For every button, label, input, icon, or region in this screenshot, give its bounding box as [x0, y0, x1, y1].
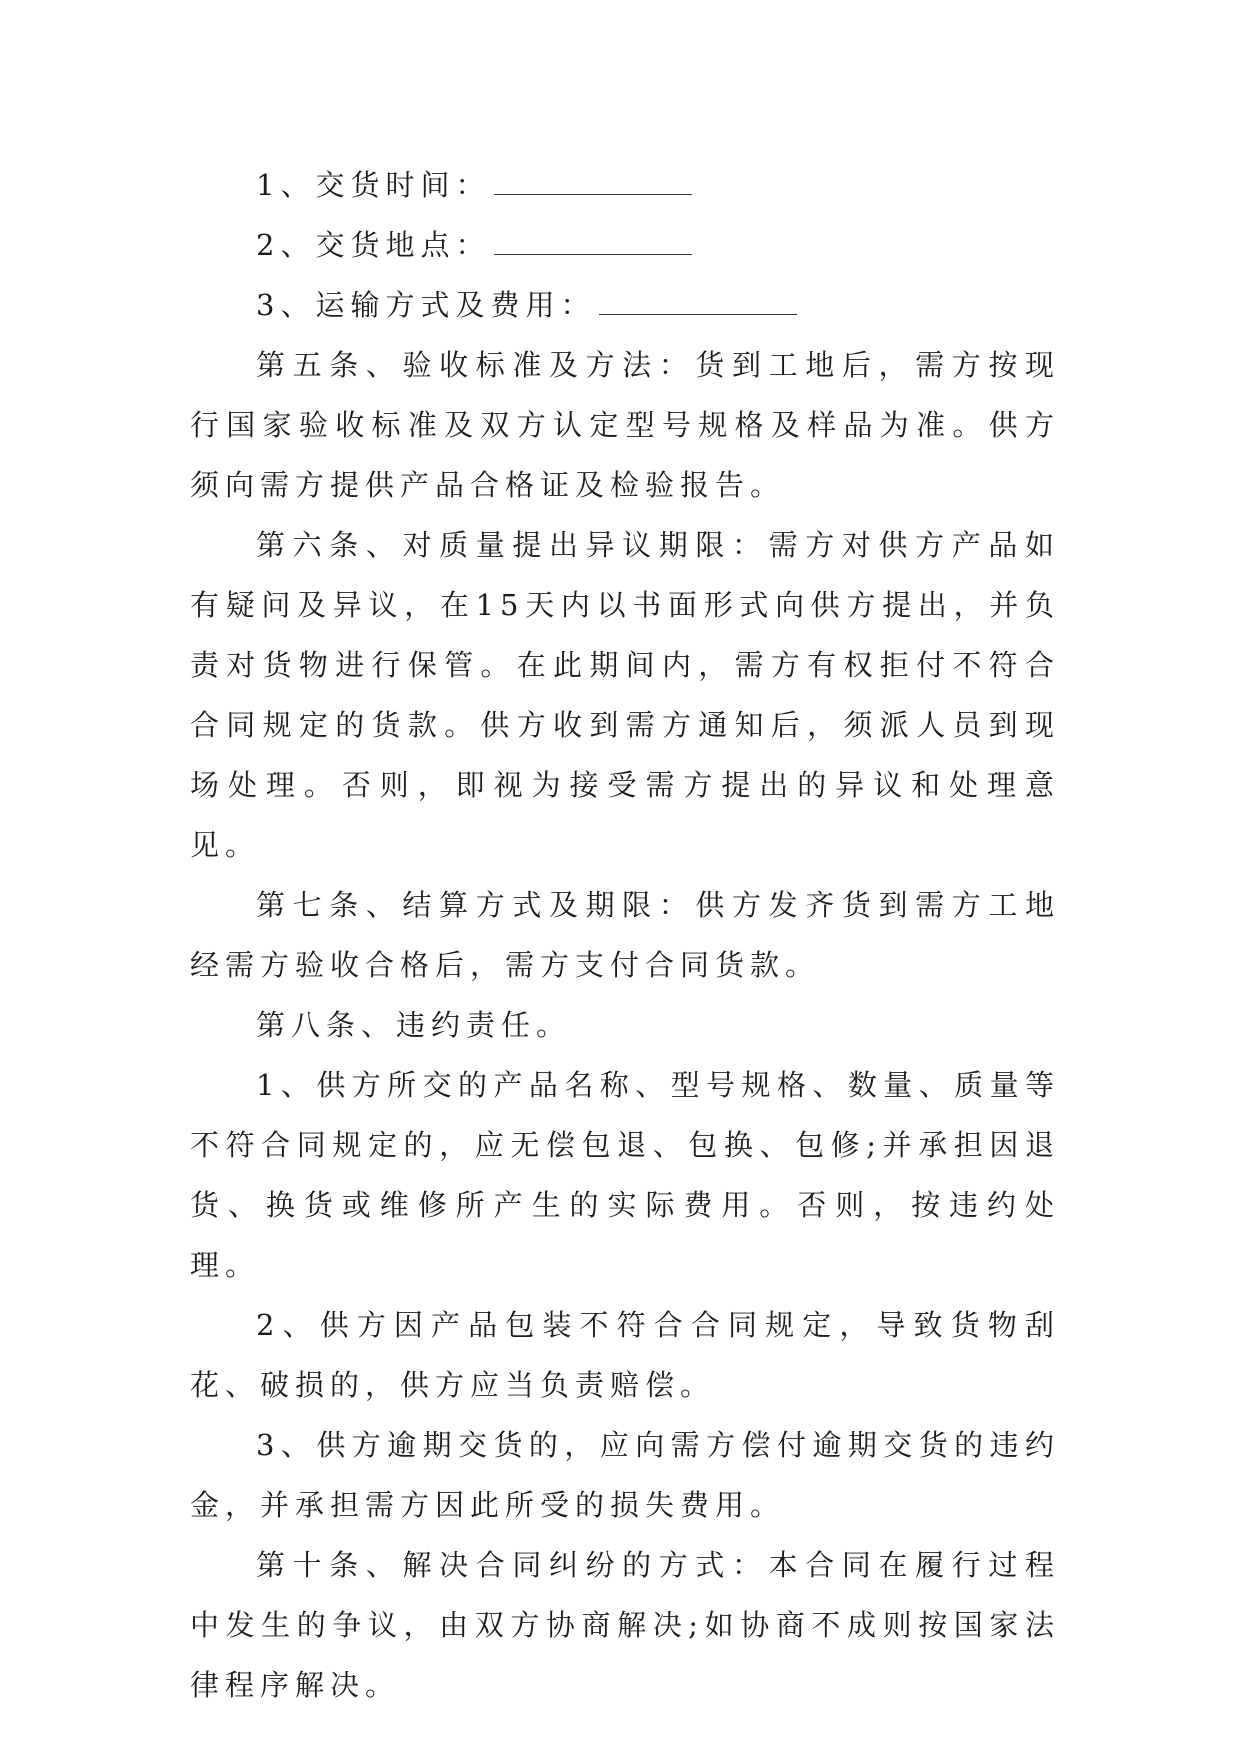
delivery-time-line [190, 155, 1060, 215]
liability-clause-3: 3、供方逾期交货的，应向需方偿付逾期交货的违约金，并承担需方因此所受的损失费用。 [190, 1428, 1060, 1522]
transport-method-label: 3、运输方式及费用： [256, 288, 596, 322]
article-6-quality-objection: 第六条、对质量提出异议期限：需方对供方产品如有疑问及异议，在15天内以书面形式向供方提出，并负责对货物进行保管。在此期间内，需方有权拒付不符合合同规定的货款。供方收到需方通知后，须派人员到现场处理。否则，即视为接受需方提出的异议和处理意见。 [190, 528, 1060, 862]
article-8-liability-heading: 第八条、违约责任。 [256, 1008, 572, 1042]
transport-method-line [190, 275, 1060, 335]
delivery-time-label: 1、交货时间： [256, 168, 491, 202]
delivery-place-line [190, 215, 1060, 275]
article-10-dispute-resolution: 第十条、解决合同纠纷的方式：本合同在履行过程中发生的争议，由双方协商解决;如协商不成则按国家法律程序解决。 [190, 1548, 1060, 1702]
delivery-place-label: 2、交货地点： [256, 228, 491, 262]
article-5-acceptance: 第五条、验收标准及方法：货到工地后，需方按现行国家验收标准及双方认定型号规格及样品为准。供方须向需方提供产品合格证及检验报告。 [190, 348, 1060, 502]
contract-body [190, 155, 1060, 1715]
delivery-time-blank [494, 160, 692, 195]
delivery-place-blank [494, 220, 692, 255]
transport-method-blank [599, 280, 797, 315]
liability-clause-2: 2、供方因产品包装不符合合同规定，导致货物刮花、破损的，供方应当负责赔偿。 [190, 1308, 1060, 1402]
article-7-settlement: 第七条、结算方式及期限：供方发齐货到需方工地经需方验收合格后，需方支付合同货款。 [190, 888, 1060, 982]
liability-clause-1: 1、供方所交的产品名称、型号规格、数量、质量等不符合同规定的，应无偿包退、包换、包修;并承担因退货、换货或维修所产生的实际费用。否则，按违约处理。 [190, 1068, 1060, 1282]
